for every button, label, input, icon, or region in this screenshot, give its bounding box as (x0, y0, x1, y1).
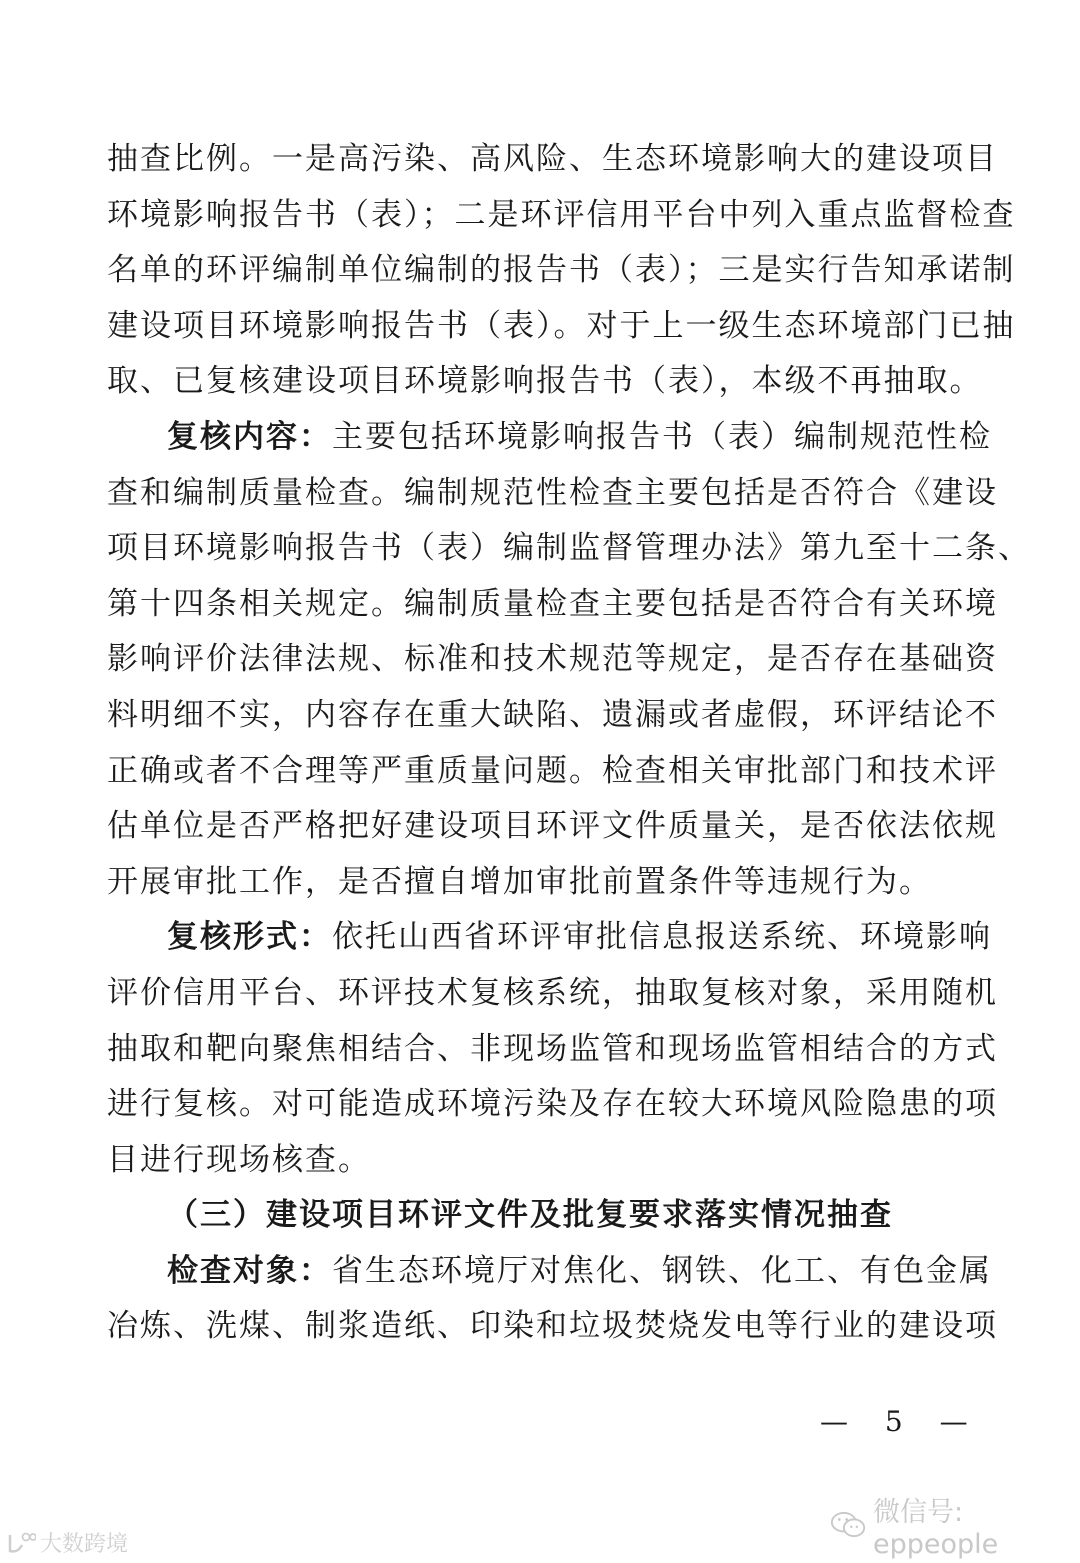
text-line (107, 243, 1016, 299)
line-text: 第十四条相关规定。编制质量检查主要包括是否符合有关环境 (107, 585, 998, 622)
line-text: 取、已复核建设项目环境影响报告书（表），本级不再抽取。 (107, 363, 983, 400)
line-text: 省生态环境厅对焦化、钢铁、化工、有色金属 (332, 1252, 992, 1289)
text-line (107, 966, 998, 1022)
text-line (107, 1133, 907, 1189)
line-text: 正确或者不合理等严重质量问题。检查相关审批部门和技术评 (107, 752, 998, 789)
text-line (107, 521, 1031, 577)
section-lead: 检查对象： (167, 1252, 332, 1289)
text-line (107, 1244, 992, 1300)
line-text: 目进行现场核查。 (107, 1141, 371, 1178)
line-text: 进行复核。对可能造成环境污染及存在较大环境风险隐患的项 (107, 1086, 998, 1123)
text-line (107, 1077, 998, 1133)
text-line (107, 688, 998, 744)
line-text: 料明细不实，内容存在重大缺陷、遗漏或者虚假，环评结论不 (107, 696, 998, 733)
text-line (107, 354, 983, 410)
text-line (107, 910, 992, 966)
line-text: 抽取和靶向聚焦相结合、非现场监管和现场监管相结合的方式 (107, 1030, 998, 1067)
text-line (107, 632, 998, 688)
text-line (107, 855, 932, 911)
text-line (107, 132, 998, 188)
line-text: 评价信用平台、环评技术复核系统，抽取复核对象，采用随机 (107, 974, 998, 1011)
text-line (107, 799, 998, 855)
section-lead: 复核形式： (167, 919, 332, 956)
line-text: 主要包括环境影响报告书（表）编制规范性检 (332, 418, 992, 455)
line-text: 建设项目环境影响报告书（表）。对于上一级生态环境部门已抽 (107, 307, 1016, 344)
document-body (107, 132, 1031, 1355)
line-text: 抽查比例。一是高污染、高风险、生态环境影响大的建设项目 (107, 141, 998, 177)
wechat-id: 微信号: eppeople (872, 1497, 999, 1560)
heading-text: （三）建设项目环评文件及批复要求落实情况抽查 (167, 1197, 893, 1234)
line-text: 查和编制质量检查。编制规范性检查主要包括是否符合《建设 (107, 474, 998, 511)
brand-name: 大数跨境 (40, 1532, 129, 1557)
text-line (107, 410, 992, 466)
line-text: 估单位是否严格把好建设项目环评文件质量关，是否依法依规 (107, 808, 998, 845)
line-text: 影响评价法律法规、标准和技术规范等规定，是否存在基础资 (107, 641, 998, 678)
wechat-watermark (830, 1490, 1080, 1560)
section-lead: 复核内容： (167, 418, 332, 455)
brand-watermark (6, 1527, 128, 1558)
section-heading (107, 1188, 907, 1244)
text-line (107, 188, 1016, 244)
line-text: 开展审批工作，是否擅自增加审批前置条件等违规行为。 (107, 863, 932, 900)
text-line (107, 577, 998, 633)
text-line (107, 299, 1016, 355)
line-text: 项目环境影响报告书（表）编制监督管理办法》第九至十二条、 (107, 530, 1031, 567)
text-line (107, 1299, 998, 1355)
page-number: — 5 — (820, 1405, 982, 1438)
wechat-icon (830, 1510, 867, 1540)
text-line (107, 466, 998, 522)
line-text: 依托山西省环评审批信息报送系统、环境影响 (332, 919, 992, 956)
text-line (107, 744, 998, 800)
line-text: 名单的环评编制单位编制的报告书（表）；三是实行告知承诺制 (107, 252, 1016, 289)
text-line (107, 1022, 998, 1078)
brand-logo-icon (6, 1531, 36, 1555)
line-text: 环境影响报告书（表）；二是环评信用平台中列入重点监督检查 (107, 196, 1016, 233)
line-text: 冶炼、洗煤、制浆造纸、印染和垃圾焚烧发电等行业的建设项 (107, 1308, 998, 1345)
